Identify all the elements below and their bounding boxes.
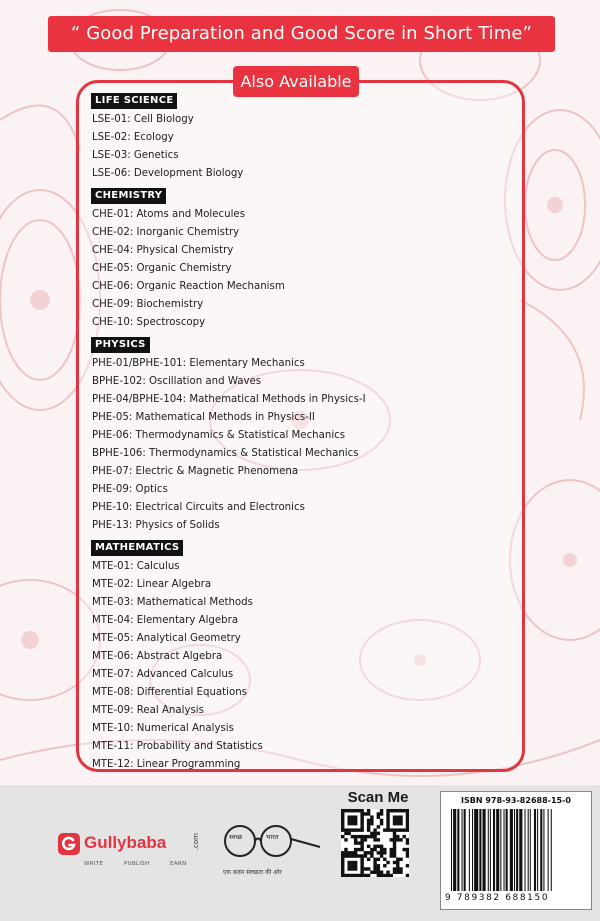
scan-me-label: Scan Me [347, 789, 409, 806]
list-item: PHE-04/BPHE-104: Mathematical Methods in Physics-I [92, 394, 366, 405]
list-item: PHE-13: Physics of Solids [92, 520, 220, 531]
category-title: LIFE SCIENCE [91, 93, 177, 109]
list-item: PHE-07: Electric & Magnetic Phenomena [92, 466, 299, 477]
category-title: MATHEMATICS [91, 540, 183, 556]
scan-me-block [338, 789, 418, 881]
logo-wordmark: Gullybaba [84, 833, 167, 852]
logo-tag-earn: EARN [170, 861, 187, 867]
logo-tag-write: WRITE [84, 861, 104, 867]
qr-code-icon[interactable] [341, 809, 409, 877]
list-item: MTE-01: Calculus [92, 561, 180, 572]
swachh-word: स्वच्छ [229, 833, 243, 841]
list-item: PHE-05: Mathematical Methods in Physics-II [92, 412, 315, 423]
list-item: PHE-01/BPHE-101: Elementary Mechanics [92, 358, 305, 369]
list-item: MTE-12: Linear Programming [92, 759, 241, 770]
list-item: LSE-06: Development Biology [92, 168, 244, 179]
list-item: MTE-03: Mathematical Methods [92, 597, 253, 608]
list-item: CHE-04: Physical Chemistry [92, 245, 234, 256]
tagline-banner: “ Good Preparation and Good Score in Short Time” [48, 16, 555, 52]
list-item: PHE-09: Optics [92, 484, 168, 495]
list-item: BPHE-106: Thermodynamics & Statistical Mechanics [92, 448, 359, 459]
list-item: CHE-10: Spectroscopy [92, 317, 206, 328]
list-item: CHE-02: Inorganic Chemistry [92, 227, 240, 238]
list-item: MTE-05: Analytical Geometry [92, 633, 241, 644]
list-item: CHE-01: Atoms and Molecules [92, 209, 245, 220]
list-item: PHE-10: Electrical Circuits and Electronics [92, 502, 305, 513]
swachh-tagline: एक कदम स्वच्छता की ओर [223, 869, 282, 876]
gullybaba-logo [58, 833, 218, 873]
list-item: MTE-06: Abstract Algebra [92, 651, 223, 662]
list-item: MTE-02: Linear Algebra [92, 579, 212, 590]
list-item: PHE-06: Thermodynamics & Statistical Mechanics [92, 430, 346, 441]
isbn-label: ISBN 978-93-82688-15-0 [461, 796, 571, 805]
category-chemistry [91, 183, 491, 332]
list-item: LSE-02: Ecology [92, 132, 174, 143]
barcode-digits: 9 789382 688150 [445, 893, 550, 903]
category-title: PHYSICS [91, 337, 150, 353]
list-item: MTE-11: Probability and Statistics [92, 741, 263, 752]
list-item: LSE-03: Genetics [92, 150, 179, 161]
glasses-icon [218, 825, 323, 865]
book-list [91, 88, 491, 774]
swachh-bharat-logo [218, 825, 323, 881]
list-item: CHE-09: Biochemistry [92, 299, 204, 310]
logo-tag-publish: PUBLISH [124, 861, 150, 867]
category-life-science [91, 88, 491, 183]
isbn-barcode-box [440, 791, 592, 910]
list-item: CHE-05: Organic Chemistry [92, 263, 232, 274]
list-item: MTE-09: Real Analysis [92, 705, 204, 716]
g-logo-icon [58, 833, 80, 855]
list-item: MTE-04: Elementary Algebra [92, 615, 239, 626]
barcode-icon [449, 809, 585, 891]
logo-domain: .com [192, 833, 200, 851]
bharat-word: भारत [266, 833, 279, 841]
list-item: LSE-01: Cell Biology [92, 114, 194, 125]
list-item: MTE-07: Advanced Calculus [92, 669, 234, 680]
category-mathematics [91, 535, 491, 774]
also-available-label: Also Available [233, 66, 359, 97]
category-physics [91, 332, 491, 535]
list-item: CHE-06: Organic Reaction Mechanism [92, 281, 285, 292]
list-item: MTE-10: Numerical Analysis [92, 723, 234, 734]
category-title: CHEMISTRY [91, 188, 166, 204]
list-item: BPHE-102: Oscillation and Waves [92, 376, 262, 387]
list-item: MTE-08: Differential Equations [92, 687, 247, 698]
